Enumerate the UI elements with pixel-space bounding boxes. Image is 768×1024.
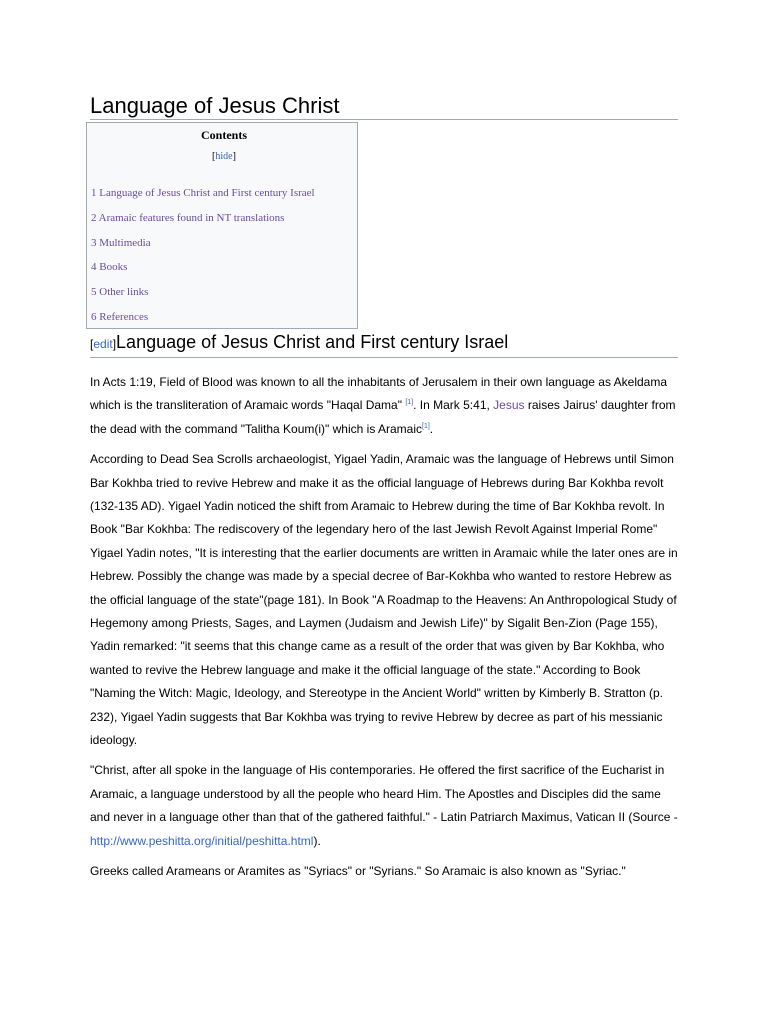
toc-item — [91, 260, 357, 274]
toc-link-books[interactable]: 4 Books — [91, 261, 128, 274]
toc-link-aramaic-features[interactable]: 2 Aramaic features found in NT translations — [91, 211, 285, 224]
paragraph-christ-quote — [90, 759, 678, 853]
toc-link-multimedia[interactable]: 3 Multimedia — [91, 236, 151, 249]
toc-item — [91, 211, 357, 225]
section-heading — [90, 331, 678, 358]
reference-link[interactable]: [1] — [405, 399, 414, 407]
paragraph-text: raises Jairus' daughter from the dead with the command "Talitha Koum(i)" which is Aramaic — [90, 398, 676, 436]
toc-item — [91, 285, 357, 299]
toc-toggle-bracket-close: ] — [232, 151, 236, 162]
paragraph-yadin: According to Dead Sea Scrolls archaeologist, Yigael Yadin, Aramaic was the language of Hebrews until Simon Bar Kokhba tried to revive Hebrew and make it as the official language of Hebrews during Bar Kokhba revolt (132-135 AD). Yigael Yadin noticed the shift from Aramaic to Hebrew during the time of Bar Kokhba revolt. In Book "Bar Kokhba: The rediscovery of the legendary hero of the last Jewish Revolt Against Imperial Rome" Yigael Yadin notes, "It is interesting that the earlier documents are written in Aramaic while the later ones are in Hebrew. Possibly the change was made by a special decree of Bar-Kokhba who wanted to restore Hebrew as the official language of the state"(page 181). In Book "A Roadmap to the Heavens: An Anthropological Study of Hegemony among Priests, Sages, and Laymen (Judaism and Jewish Life)" by Sigalit Ben-Zion (Page 155), Yadin remarked: "it seems that this change came as a result of the order that was given by Bar Kokhba, who wanted to revive the Hebrew language and make it the official language of the state." According to Book "Naming the Witch: Magic, Ideology, and Stereotype in the Ancient World" written by Kimberly B. Stratton (p. 232), Yigael Yadin suggests that Bar Kokhba was trying to revive Hebrew by decree as part of his messianic ideology. — [90, 452, 678, 748]
toc-link-other-links[interactable]: 5 Other links — [91, 286, 149, 299]
article — [90, 92, 678, 884]
paragraph-text: . — [429, 421, 434, 436]
toc-hide-link[interactable]: hide — [215, 151, 233, 162]
paragraph-text: "Christ, after all spoke in the language of His contemporaries. He offered the first sacrifice of the Eucharist in Aramaic, a language understood by all the people who heard Him. The Apostles and Disciples did the same and never in a language other than that of the gathered faithful." - Latin Patriarch Maximus, Vatican II (Source - — [90, 763, 678, 825]
peshitta-external-link[interactable]: http://www.peshitta.org/initial/peshitta.html — [90, 833, 314, 848]
edit-bracket-open: [ — [90, 336, 94, 351]
paragraph-acts — [90, 371, 678, 441]
edit-section-link-wrapper — [90, 337, 116, 351]
toc-link-language-of-jesus[interactable]: 1 Language of Jesus Christ and First century Israel — [91, 187, 315, 199]
paragraph-syriac: Greeks called Arameans or Aramites as "Syriacs" or "Syrians." So Aramaic is also known as "Syriac." — [90, 864, 626, 879]
paragraph-text: In Acts 1:19, Field of Blood was known to all the inhabitants of Jerusalem in their own language as Akeldama which is the transliteration of Aramaic words "Haqal Dama" — [90, 374, 668, 413]
toc-heading: Contents — [200, 128, 247, 142]
toc-item — [91, 236, 357, 250]
section-heading-text: Language of Jesus Christ and First century Israel — [116, 331, 509, 352]
paragraph-text: ). — [313, 833, 321, 848]
reference-link[interactable]: [1] — [422, 422, 430, 430]
edit-bracket-close: ] — [112, 336, 117, 351]
toc-toggle — [91, 151, 357, 163]
toc-item — [91, 186, 357, 200]
toc-item — [91, 310, 357, 324]
toc-link-references[interactable]: 6 References — [91, 310, 149, 323]
paragraph-text: . In Mark 5:41, — [413, 398, 494, 413]
edit-section-link[interactable]: edit — [93, 336, 113, 351]
toc-list — [91, 186, 357, 324]
page-title: Language of Jesus Christ — [90, 92, 678, 120]
table-of-contents — [86, 122, 358, 329]
toc-toggle-bracket-open: [ — [212, 151, 216, 162]
jesus-link[interactable]: Jesus — [493, 398, 525, 413]
